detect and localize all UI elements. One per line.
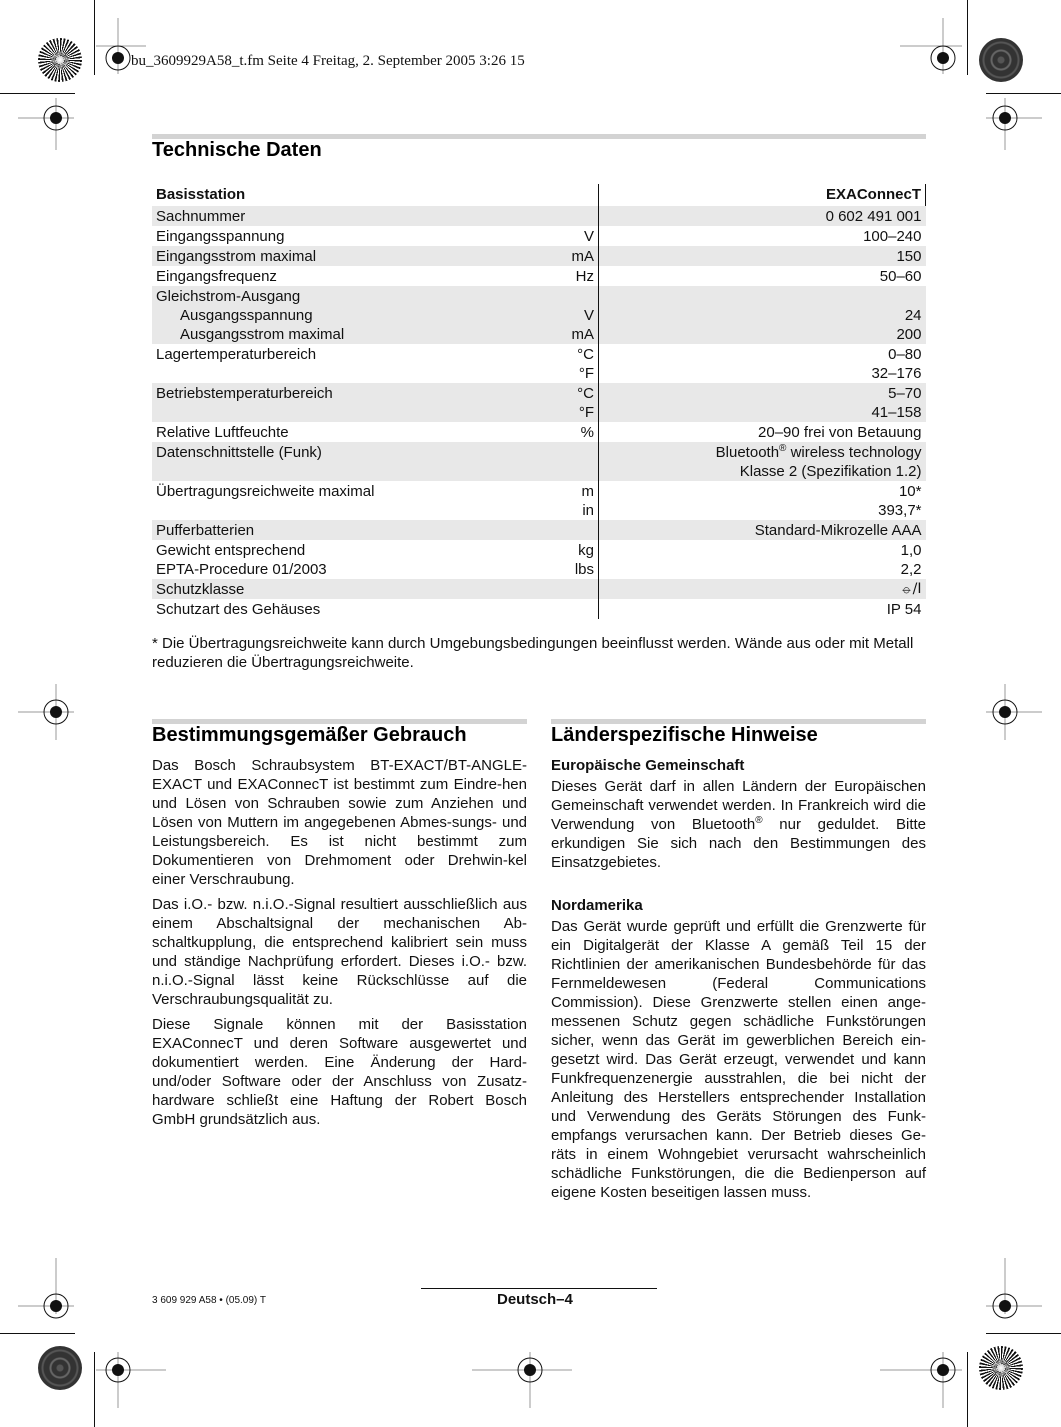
page-title: Technische Daten	[152, 139, 322, 161]
spec-unit-line	[524, 287, 594, 306]
spec-value-line: Bluetooth® wireless technology	[715, 443, 922, 461]
spec-name	[152, 286, 520, 344]
spec-value	[599, 344, 926, 383]
footnote: * Die Übertragungsreichweite kann durch Umgebungsbedingungen beeinflusst werden. Wände aus oder mit Metall reduzieren die Übertragungsreichweite.	[152, 635, 914, 671]
spec-unit-line: m	[581, 483, 594, 500]
spec-row	[152, 442, 926, 481]
spec-value	[599, 206, 926, 226]
spec-name	[152, 599, 520, 619]
spec-value-line: 24	[904, 307, 922, 324]
spec-name-line: Schutzklasse	[156, 581, 245, 598]
spec-unit-line	[524, 207, 594, 226]
spec-value-line: 1,0	[900, 542, 922, 559]
spec-name	[152, 520, 520, 540]
spec-name	[152, 422, 520, 442]
spec-value-line: IP 54	[886, 601, 922, 618]
spec-value	[599, 246, 926, 266]
subsection-title-eu: Europäische Gemeinschaft	[551, 757, 745, 774]
spec-unit	[520, 344, 599, 383]
header-label: Basisstation	[156, 186, 246, 203]
spec-name	[152, 579, 520, 599]
page-number: Deutsch–4	[497, 1291, 573, 1308]
spec-unit-line	[524, 580, 594, 599]
spec-name-line: Betriebstemperaturbereich	[156, 385, 333, 402]
spec-name	[152, 442, 520, 481]
spec-unit	[520, 206, 599, 226]
spec-name	[152, 266, 520, 286]
spec-name-line: Eingangsfrequenz	[156, 268, 277, 285]
section-title-bestimmung: Bestimmungsgemäßer Gebrauch	[152, 724, 467, 746]
spec-unit	[520, 520, 599, 540]
spec-unit-line	[524, 443, 594, 462]
spec-value-line: 150	[896, 248, 922, 265]
spec-value-line: 5–70	[888, 385, 922, 402]
footer-divider	[421, 1288, 657, 1289]
spec-unit-line: °F	[578, 365, 594, 382]
print-header: bu_3609929A58_t.fm Seite 4 Freitag, 2. September 2005 3:26 15	[131, 53, 525, 69]
spec-value-line: 2,2	[900, 561, 922, 578]
spec-unit	[520, 286, 599, 344]
spec-unit	[520, 599, 599, 619]
spec-name-line: Eingangsstrom maximal	[156, 248, 317, 265]
spec-value	[599, 286, 926, 344]
spec-unit	[520, 481, 599, 520]
header-unit	[520, 184, 599, 206]
spec-unit-line	[524, 462, 594, 481]
spec-name	[152, 540, 520, 579]
spec-value	[599, 540, 926, 579]
spec-value	[599, 226, 926, 246]
spec-unit-line: °C	[577, 385, 594, 402]
spec-name-line: Übertragungsreichweite maximal	[156, 483, 375, 500]
spec-unit	[520, 579, 599, 599]
spec-name-line: Schutzart des Gehäuses	[156, 601, 321, 618]
spec-value-line	[603, 287, 922, 306]
spec-name-line: Gleichstrom-Ausgang	[156, 288, 301, 305]
spec-name-line: Relative Luftfeuchte	[156, 424, 289, 441]
spec-unit-line	[524, 521, 594, 540]
spec-unit	[520, 266, 599, 286]
section-title-laender: Länderspezifische Hinweise	[551, 724, 818, 746]
spec-name-line: Sachnummer	[156, 208, 246, 225]
laender-text	[551, 756, 926, 1208]
spec-value-line: 0 602 491 001	[825, 208, 922, 225]
spec-value-line: 32–176	[871, 365, 922, 382]
spec-unit	[520, 246, 599, 266]
spec-row	[152, 266, 926, 286]
spec-name-line: Pufferbatterien	[156, 522, 255, 539]
spec-unit-line: V	[583, 228, 594, 245]
spec-unit-line: kg	[578, 542, 594, 559]
spec-unit-line	[524, 600, 594, 619]
spec-name	[152, 344, 520, 383]
spec-row	[152, 226, 926, 246]
subsection-title-na: Nordamerika	[551, 897, 643, 914]
doc-number: 3 609 929 A58 • (05.09) T	[152, 1295, 266, 1306]
spec-value	[599, 481, 926, 520]
header-model: EXAConnecT	[599, 184, 926, 206]
spec-unit-line: °F	[578, 404, 594, 421]
spec-name	[152, 226, 520, 246]
spec-unit-line: lbs	[574, 561, 594, 578]
spec-row	[152, 383, 926, 422]
spec-row	[152, 286, 926, 344]
paragraph: Das Bosch Schraubsystem BT-EXACT/BT-ANGLE-EXACT und EXAConnecT ist bestimmt zum Eindre-hen und Lösen von Schrauben sowie zum Anziehen und Lösen von Muttern im angegebenen Abmes-sungs- und Leistungsbereich. Es ist nicht bestimmt zum Dokumentieren von Drehmoment oder Drehwin-kel einer Verschraubung.	[152, 757, 527, 888]
spec-value-line: Standard-Mikrozelle AAA	[754, 522, 922, 539]
spec-value	[599, 579, 926, 599]
spec-value-line: 200	[896, 326, 922, 343]
spec-unit-line: %	[580, 424, 594, 441]
spec-value-line: 100–240	[863, 228, 922, 245]
spec-unit	[520, 540, 599, 579]
spec-unit-line: mA	[571, 248, 594, 265]
spec-name-line: EPTA-Procedure 01/2003	[156, 561, 327, 578]
spec-name-line	[156, 364, 516, 383]
spec-row	[152, 599, 926, 619]
spec-value-line: 20–90 frei von Betauung	[758, 424, 922, 441]
spec-unit-line: Hz	[575, 268, 594, 285]
spec-row	[152, 206, 926, 226]
spec-name-line: Datenschnittstelle (Funk)	[156, 444, 322, 461]
spec-unit	[520, 422, 599, 442]
spec-name-line: Lagertemperaturbereich	[156, 346, 317, 363]
spec-unit	[520, 226, 599, 246]
spec-table-header	[152, 184, 926, 206]
spec-value	[599, 520, 926, 540]
spec-value	[599, 599, 926, 619]
paragraph: Dieses Gerät darf in allen Ländern der Europäischen Gemeinschaft verwendet werden. In Frankreich wird die Verwendung von Bluetooth® nur geduldet. Bitte erkundigen Sie sich nach den Bestimmungen des Einsatzgebietes.	[551, 778, 926, 871]
spec-name-line	[156, 462, 516, 481]
bestimmung-text	[152, 756, 527, 1135]
spec-value	[599, 422, 926, 442]
spec-table	[152, 184, 926, 619]
spec-name	[152, 481, 520, 520]
spec-name-line: Ausgangsstrom maximal	[180, 326, 345, 343]
spec-row	[152, 481, 926, 520]
spec-value-line: 50–60	[879, 268, 922, 285]
spec-unit-line: V	[583, 307, 594, 324]
spec-unit-line: in	[582, 502, 594, 519]
spec-unit	[520, 442, 599, 481]
spec-row	[152, 540, 926, 579]
paragraph: Diese Signale können mit der Basisstation EXAConnecT und deren Software ausgewertet und dokumentiert werden. Eine Änderung der Hard- und/oder Software oder der Anschluss von Zusatz-hardware schließt eine Haftung der Robert Bosch GmbH grundsätzlich aus.	[152, 1016, 527, 1128]
spec-name	[152, 206, 520, 226]
paragraph: Das i.O.- bzw. n.i.O.-Signal resultiert ausschließlich aus einem Abschaltsignal der mechanischen Ab-schaltkupplung, die entsprechend kalibriert sein muss und ständige Nachprüfung erfordert. Dieses i.O.- bzw. n.i.O.-Signal lässt keine Rückschlüsse auf die Verschraubungsqualität zu.	[152, 896, 527, 1008]
spec-value-line: 0–80	[888, 346, 922, 363]
spec-value	[599, 266, 926, 286]
spec-name-line	[156, 501, 516, 520]
spec-row	[152, 344, 926, 383]
spec-unit-line: mA	[571, 326, 594, 343]
spec-name	[152, 246, 520, 266]
spec-row	[152, 579, 926, 599]
spec-row	[152, 422, 926, 442]
spec-unit	[520, 383, 599, 422]
spec-name	[152, 383, 520, 422]
spec-value-line: 41–158	[871, 404, 922, 421]
spec-row	[152, 520, 926, 540]
spec-value-line: Klasse 2 (Spezifikation 1.2)	[739, 463, 922, 480]
spec-name-line: Eingangsspannung	[156, 228, 285, 245]
spec-unit-line: °C	[577, 346, 594, 363]
spec-value-line: 393,7*	[878, 502, 922, 519]
spec-value-line: 10*	[898, 483, 922, 500]
spec-name-line: Ausgangsspannung	[180, 307, 313, 324]
spec-row	[152, 246, 926, 266]
spec-name-line: Gewicht entsprechend	[156, 542, 306, 559]
spec-value	[599, 442, 926, 481]
spec-value	[599, 383, 926, 422]
spec-name-line	[156, 403, 516, 422]
spec-value-line: ⦵/I	[900, 581, 922, 597]
paragraph: Das Gerät wurde geprüft und erfüllt die Grenzwerte für ein Digitalgerät der Klasse A gemäß Teil 15 der Richtlinien der amerikanischen Bundesbehörde für das Fernmeldewesen (Federal Communications Commission). Diese Grenzwerte stellen einen ange-messenen Schutz gegen schädliche Funkstörungen sicher, wenn das Gerät im gewerblichen Bereich ein-gesetzt wird. Das Gerät erzeugt, verwendet und kann Funkfrequenzenergie ausstrahlen, die bei nicht der Anleitung des Herstellers entsprechender Installation und Verwendung des Geräts Störungen des Funk-empfangs verursachen kann. Der Betrieb dieses Ge-räts in einem Wohngebiet verursacht wahrscheinlich schädliche Funkstörungen, die die Bedienperson auf eigene Kosten beseitigen lassen muss.	[551, 918, 926, 1201]
